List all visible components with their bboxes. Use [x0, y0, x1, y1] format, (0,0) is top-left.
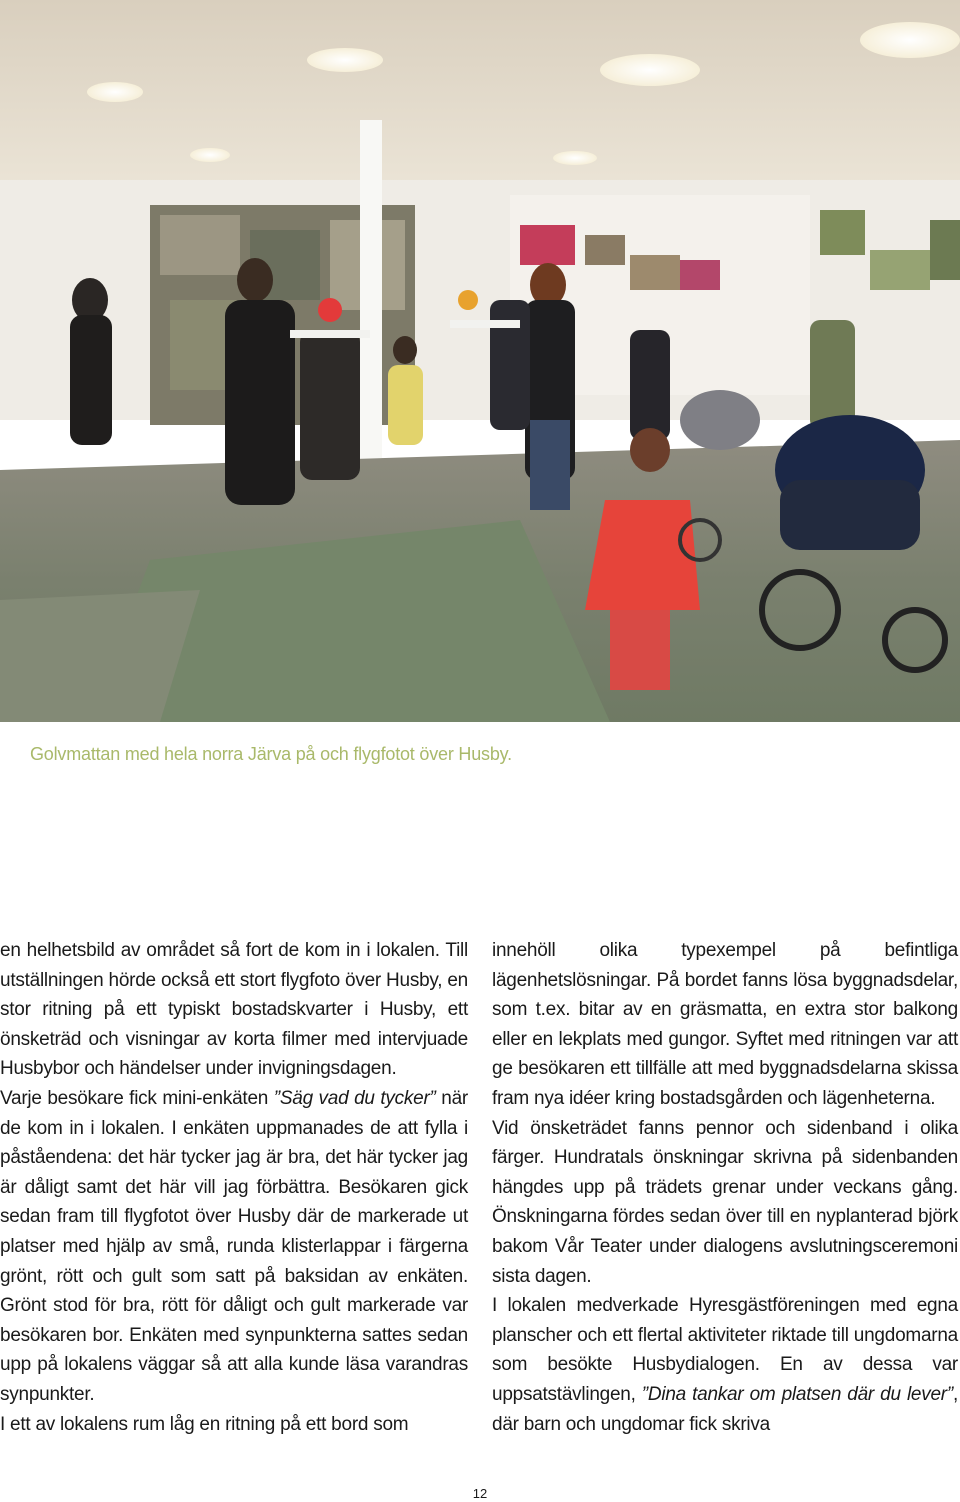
paragraph: I ett av lokalens rum låg en ritning på ett bord som: [0, 1413, 409, 1435]
body-column-right: [492, 936, 958, 1439]
paragraph-text: när de kom in i lokalen. I enkäten uppmanades de att fylla i påståendena: det här tycker jag är bra, det här tycker jag är dåligt samt det här vill jag förbättra. Besökaren gick sedan fram till flygfotot över Husby där de markerade ut platser med hjälp av små, runda klisterlappar i färgerna grönt, rött och gult som satt på baksidan av enkäten. Grönt stod för bra, rött för dåligt och gult markerade var besökaren bor. Enkäten med synpunkterna sattes sedan upp på lokalens väggar så att alla kunde läsa varandras synpunkter.: [0, 1087, 468, 1405]
body-column-left: [0, 936, 468, 1439]
survey-title: ”Säg vad du tycker”: [273, 1087, 436, 1109]
essay-contest-title: ”Dina tankar om platsen där du lever”: [641, 1383, 953, 1405]
exhibition-photo: [0, 0, 960, 722]
paragraph-text: Varje besökare fick mini-enkäten: [0, 1087, 274, 1109]
paragraph: [0, 1084, 468, 1410]
page-number: 12: [472, 1486, 488, 1501]
paragraph: en helhetsbild av området så fort de kom in i lokalen. Till utställningen hörde också ett stort flygfoto över Husby, en stor ritning på ett typiskt bostadskvarter i Husby, ett önsketräd och visningar av korta filmer med intervjuade Husbybor och händelser under invigningsdagen.: [0, 940, 468, 1080]
photo-caption: Golvmattan med hela norra Järva på och flygfotot över Husby.: [30, 744, 512, 764]
paragraph-text: I lokalen medverkade Hyresgästföreningen med egna planscher och ett flertal aktiviteter riktade till ungdomarna som besökte Husbydialogen. En av dessa var uppsatstävlingen,: [492, 1295, 958, 1405]
paragraph: innehöll olika typexempel på befintliga lägenhetslösningar. På bordet fanns lösa byggnadsdelar, som t.ex. bitar av en gräsmatta, en extra stor balkong eller en lekplats med gungor. Syftet med ritningen var att ge besökaren ett tillfälle att med byggnadsdelarna skissa fram nya idéer kring bostadsgården och lägenheterna.: [492, 940, 958, 1109]
paragraph: Vid önsketrädet fanns pennor och sidenband i olika färger. Hundratals önskningar skrivna på sidenbanden hängdes upp på trädets grenar under veckans gång. Önskningarna fördes sedan över till en nyplanterad björk bakom Vår Teater under dialogens avslutningsceremoni sista dagen.: [492, 1117, 958, 1287]
paragraph-text: , där barn och ungdomar fick skriva: [492, 1383, 958, 1435]
paragraph: [492, 1291, 958, 1439]
